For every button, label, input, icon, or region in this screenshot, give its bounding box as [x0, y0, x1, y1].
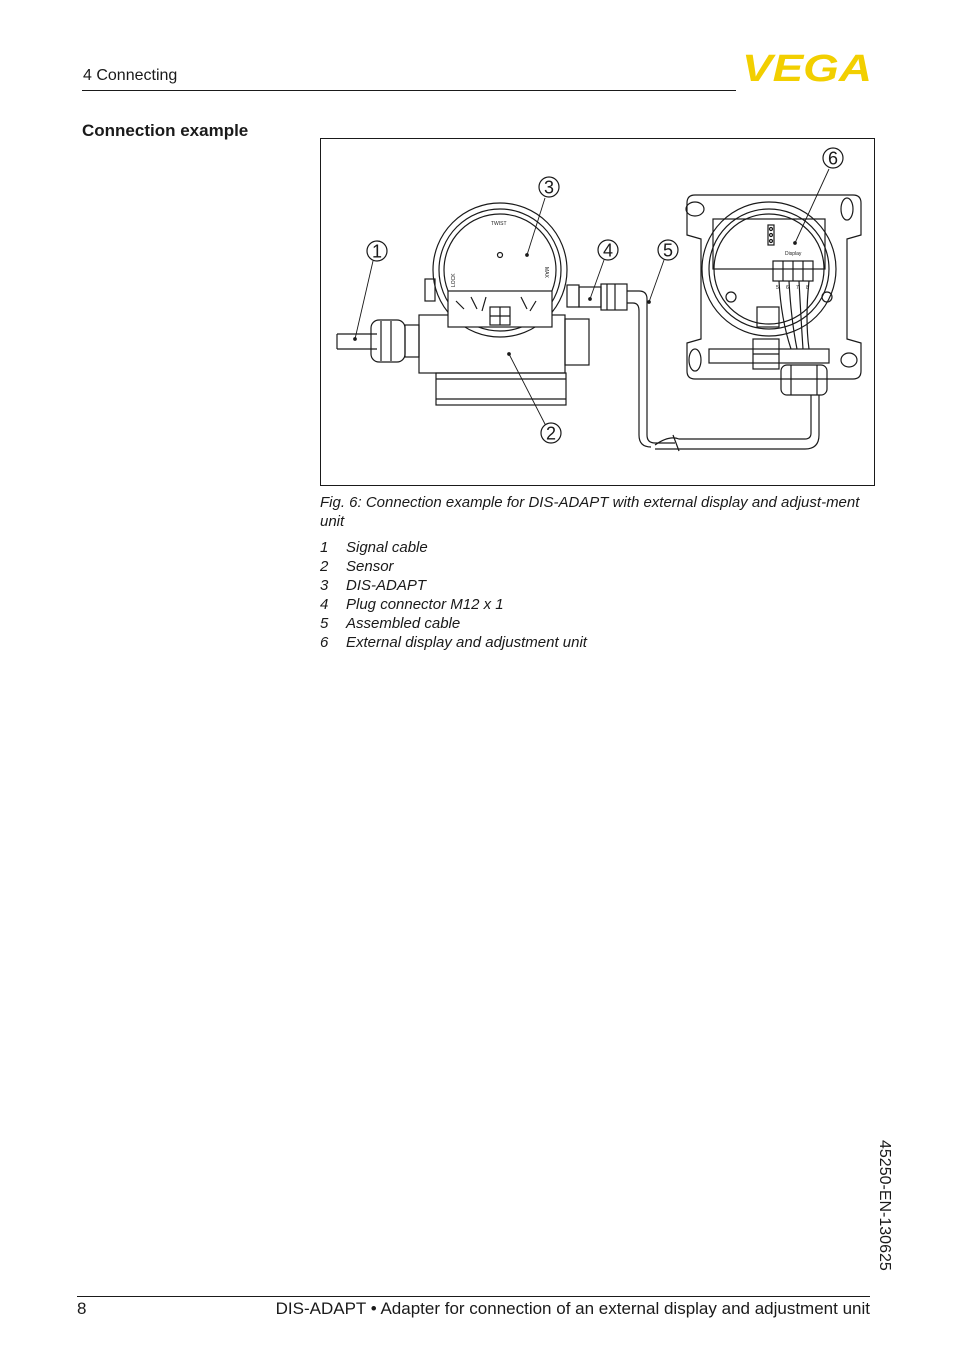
figure-caption: Fig. 6: Connection example for DIS-ADAPT with external display and adjust-ment unit: [320, 494, 860, 530]
legend-text: Assembled cable: [346, 615, 461, 632]
svg-text:Display: Display: [785, 251, 802, 257]
legend-text: Sensor: [346, 558, 394, 575]
header-section-title: 4 Connecting: [83, 67, 178, 84]
svg-text:3: 3: [543, 177, 555, 198]
callout-2: [541, 423, 561, 444]
legend-text: DIS-ADAPT: [346, 577, 427, 594]
legend-number: 2: [320, 558, 329, 575]
m12-plug-connector: [579, 284, 627, 310]
legend-item: [320, 538, 587, 557]
svg-text:8: 8: [806, 285, 809, 291]
svg-text:4: 4: [602, 240, 614, 261]
svg-text:5: 5: [776, 285, 779, 291]
callout-6: [823, 148, 843, 169]
legend-number: 3: [320, 577, 329, 594]
legend-number: 4: [320, 596, 329, 613]
legend-number: 6: [320, 634, 329, 651]
document-id: 45250-EN-130625: [876, 1140, 893, 1271]
external-display-housing: [686, 195, 861, 395]
assembled-cable: [627, 291, 819, 451]
legend-text: Signal cable: [346, 539, 428, 556]
svg-text:6: 6: [786, 285, 789, 291]
vega-logo: [740, 52, 874, 84]
legend-number: 1: [320, 539, 329, 556]
svg-text:MAX: MAX: [543, 267, 549, 278]
legend-item: [320, 595, 587, 614]
svg-text:2: 2: [545, 423, 557, 444]
svg-text:6: 6: [827, 148, 839, 169]
cable-gland: [371, 320, 419, 362]
callout-3: [539, 177, 559, 198]
legend-text: External display and adjustment unit: [346, 634, 587, 651]
footer-rule: [77, 1296, 870, 1297]
legend-item: [320, 557, 587, 576]
svg-text:7: 7: [796, 285, 799, 291]
connection-figure: [320, 138, 875, 486]
page-number: 8: [77, 1299, 87, 1318]
callout-1: [367, 241, 387, 262]
header-rule: [82, 90, 736, 91]
section-heading: Connection example: [82, 121, 249, 140]
legend-text: Plug connector M12 x 1: [346, 596, 504, 613]
svg-text:5: 5: [662, 240, 674, 261]
svg-text:VEGA: VEGA: [742, 52, 872, 84]
callout-5: [658, 240, 678, 261]
figure-legend: [320, 538, 587, 652]
legend-item: [320, 614, 587, 633]
svg-text:TWIST: TWIST: [491, 221, 507, 227]
svg-text:LOCK: LOCK: [451, 273, 457, 287]
footer-title: DIS-ADAPT • Adapter for connection of an external display and adjustment unit: [275, 1299, 870, 1318]
legend-item: [320, 576, 587, 595]
svg-text:1: 1: [371, 241, 383, 262]
callout-4: [598, 240, 618, 261]
legend-number: 5: [320, 615, 329, 632]
legend-item: [320, 633, 587, 652]
